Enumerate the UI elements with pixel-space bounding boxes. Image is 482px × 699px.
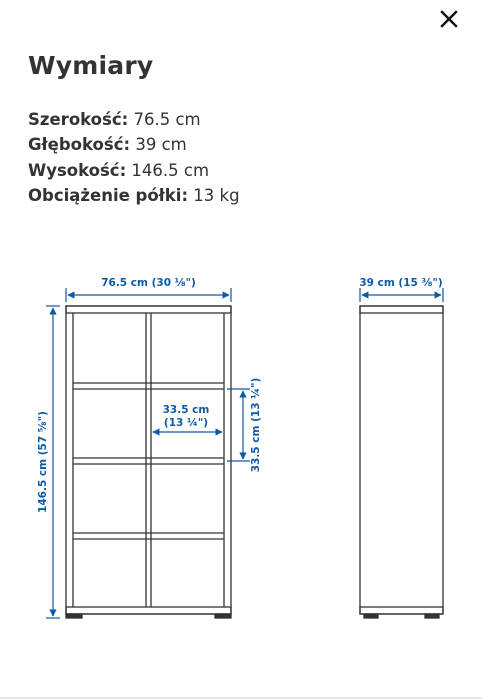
spec-width-value: 76.5 cm bbox=[128, 110, 201, 129]
dimension-diagram bbox=[0, 260, 482, 640]
dimension-specs-list bbox=[28, 107, 240, 208]
dialog-title: Wymiary bbox=[28, 51, 154, 80]
close-button[interactable] bbox=[434, 4, 464, 34]
compartment-height-label: 33.5 cm (13 ¼") bbox=[250, 377, 262, 473]
front-width-label: 76.5 cm (30 ⅛") bbox=[101, 277, 196, 289]
front-width-dimension bbox=[66, 288, 231, 302]
spec-shelf-load-value: 13 kg bbox=[188, 185, 240, 205]
spec-depth-value: 39 cm bbox=[130, 135, 187, 155]
spec-height bbox=[28, 158, 240, 183]
side-depth-dimension bbox=[360, 288, 443, 302]
spec-width-label: Szerokość: bbox=[28, 110, 129, 129]
close-icon bbox=[440, 10, 458, 28]
spec-height-label: Wysokość: bbox=[28, 160, 127, 180]
spec-shelf-load bbox=[28, 183, 240, 208]
compartment-width-label-line1: 33.5 cm bbox=[162, 404, 210, 416]
spec-height-value: 146.5 cm bbox=[126, 160, 210, 180]
spec-depth bbox=[28, 132, 240, 157]
height-label: 146.5 cm (57 ⅝") bbox=[37, 411, 49, 513]
spec-shelf-load-label: Obciążenie półki: bbox=[28, 185, 189, 205]
spec-width bbox=[28, 107, 240, 132]
compartment-width-label-line2: (13 ¼") bbox=[163, 417, 209, 429]
shelf-front-view bbox=[66, 306, 231, 618]
spec-depth-label: Głębokość: bbox=[28, 135, 131, 155]
shelf-side-view bbox=[360, 306, 443, 618]
side-depth-label: 39 cm (15 ⅜") bbox=[359, 277, 443, 289]
